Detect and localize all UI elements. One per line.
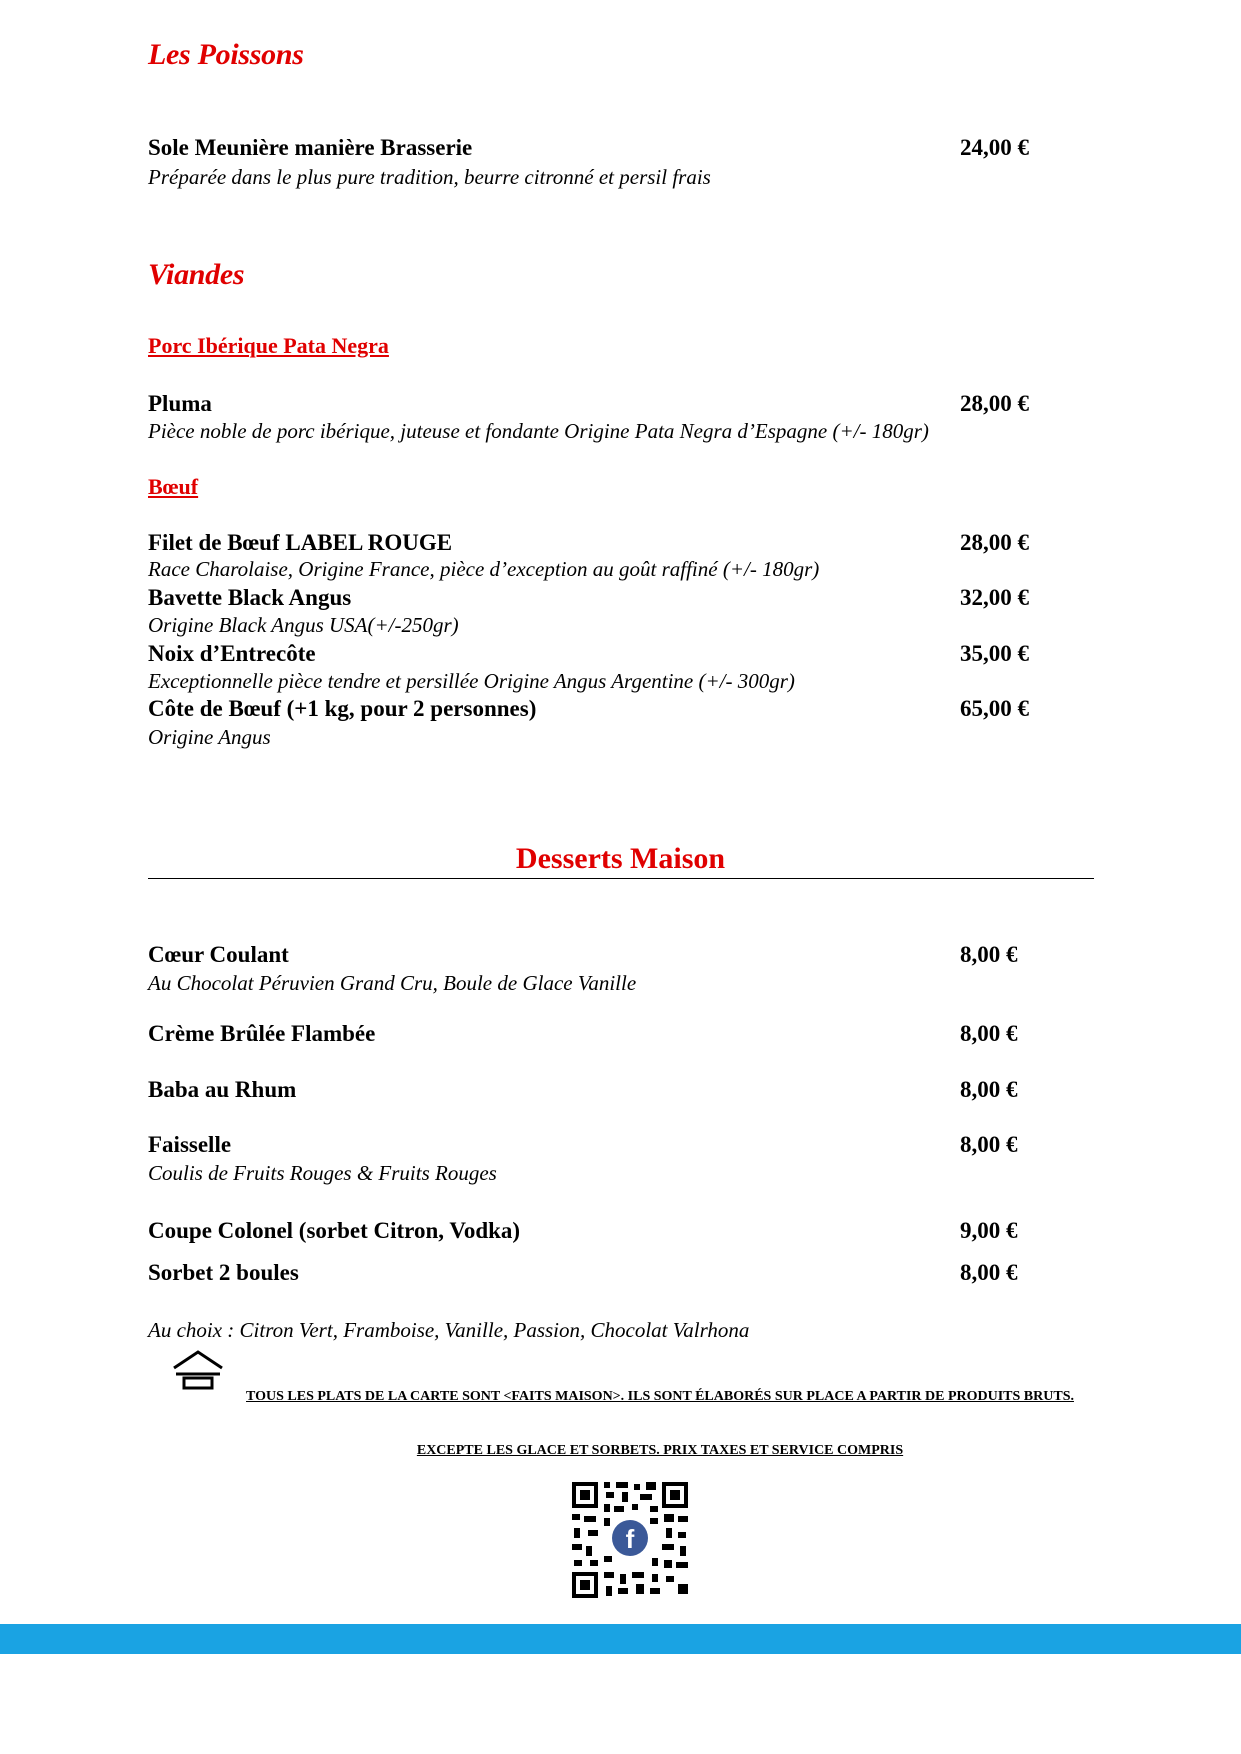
item-name: Coupe Colonel (sorbet Citron, Vodka): [148, 1218, 521, 1243]
item-name: Bavette Black Angus: [148, 585, 352, 610]
item-price: 8,00 €: [960, 942, 1018, 967]
item-price: 32,00 €: [960, 585, 1029, 610]
item-price: 8,00 €: [960, 1132, 1018, 1157]
item-desc: Race Charolaise, Origine France, pièce d’exception au goût raffiné (+/- 180gr): [148, 557, 820, 581]
item-desc: Au Chocolat Péruvien Grand Cru, Boule de Glace Vanille: [148, 971, 637, 995]
item-name: Sole Meunière manière Brasserie: [148, 135, 473, 160]
item-name: Côte de Bœuf (+1 kg, pour 2 personnes): [148, 696, 537, 721]
bottom-bar: [0, 1624, 1241, 1654]
item-desc: Pièce noble de porc ibérique, juteuse et fondante Origine Pata Negra d’Espagne (+/- 180gr): [148, 419, 929, 443]
item-price: 28,00 €: [960, 391, 1029, 416]
item-desc: Préparée dans le plus pure tradition, beurre citronné et persil frais: [148, 165, 711, 189]
item-desc: Origine Angus: [148, 725, 271, 749]
item-price: 8,00 €: [960, 1077, 1018, 1102]
footer-note: EXCEPTE LES GLACE ET SORBETS. PRIX TAXES ET SERVICE COMPRIS: [416, 1443, 904, 1458]
section-title-viandes: Viandes: [148, 258, 245, 291]
item-price: 8,00 €: [960, 1021, 1018, 1046]
item-desc: Coulis de Fruits Rouges & Fruits Rouges: [148, 1161, 497, 1185]
item-name: Noix d’Entrecôte: [148, 641, 316, 666]
item-desc: Exceptionnelle pièce tendre et persillée Origine Angus Argentine (+/- 300gr): [148, 669, 795, 693]
item-price: 24,00 €: [960, 135, 1029, 160]
item-name: Baba au Rhum: [148, 1077, 297, 1102]
section-title-poissons: Les Poissons: [148, 38, 304, 71]
item-desc: Origine Black Angus USA(+/-250gr): [148, 613, 459, 637]
qr-code: [570, 1480, 690, 1600]
item-name: Faisselle: [148, 1132, 232, 1157]
section-title-desserts: Desserts Maison: [515, 842, 726, 875]
item-price: 35,00 €: [960, 641, 1029, 666]
item-name: Filet de Bœuf LABEL ROUGE: [148, 530, 453, 555]
item-price: 9,00 €: [960, 1218, 1018, 1243]
item-name: Cœur Coulant: [148, 942, 289, 967]
divider: [148, 878, 1094, 879]
item-name: Pluma: [148, 391, 212, 416]
footer-note: TOUS LES PLATS DE LA CARTE SONT <FAITS MAISON>. ILS SONT ÉLABORÉS SUR PLACE A PARTIR DE PRODUITS BRUTS.: [246, 1389, 1074, 1404]
subsection-title-boeuf: Bœuf: [148, 474, 199, 499]
item-price: 8,00 €: [960, 1260, 1018, 1285]
item-name: Sorbet 2 boules: [148, 1260, 299, 1285]
item-price: 28,00 €: [960, 530, 1029, 555]
house-icon: [168, 1348, 228, 1390]
item-name: Crème Brûlée Flambée: [148, 1021, 376, 1046]
choice-text: Au choix : Citron Vert, Framboise, Vanille, Passion, Chocolat Valrhona: [148, 1318, 750, 1342]
facebook-glyph: f: [625, 1524, 635, 1554]
subsection-title-porc: Porc Ibérique Pata Negra: [148, 333, 389, 358]
item-price: 65,00 €: [960, 696, 1029, 721]
